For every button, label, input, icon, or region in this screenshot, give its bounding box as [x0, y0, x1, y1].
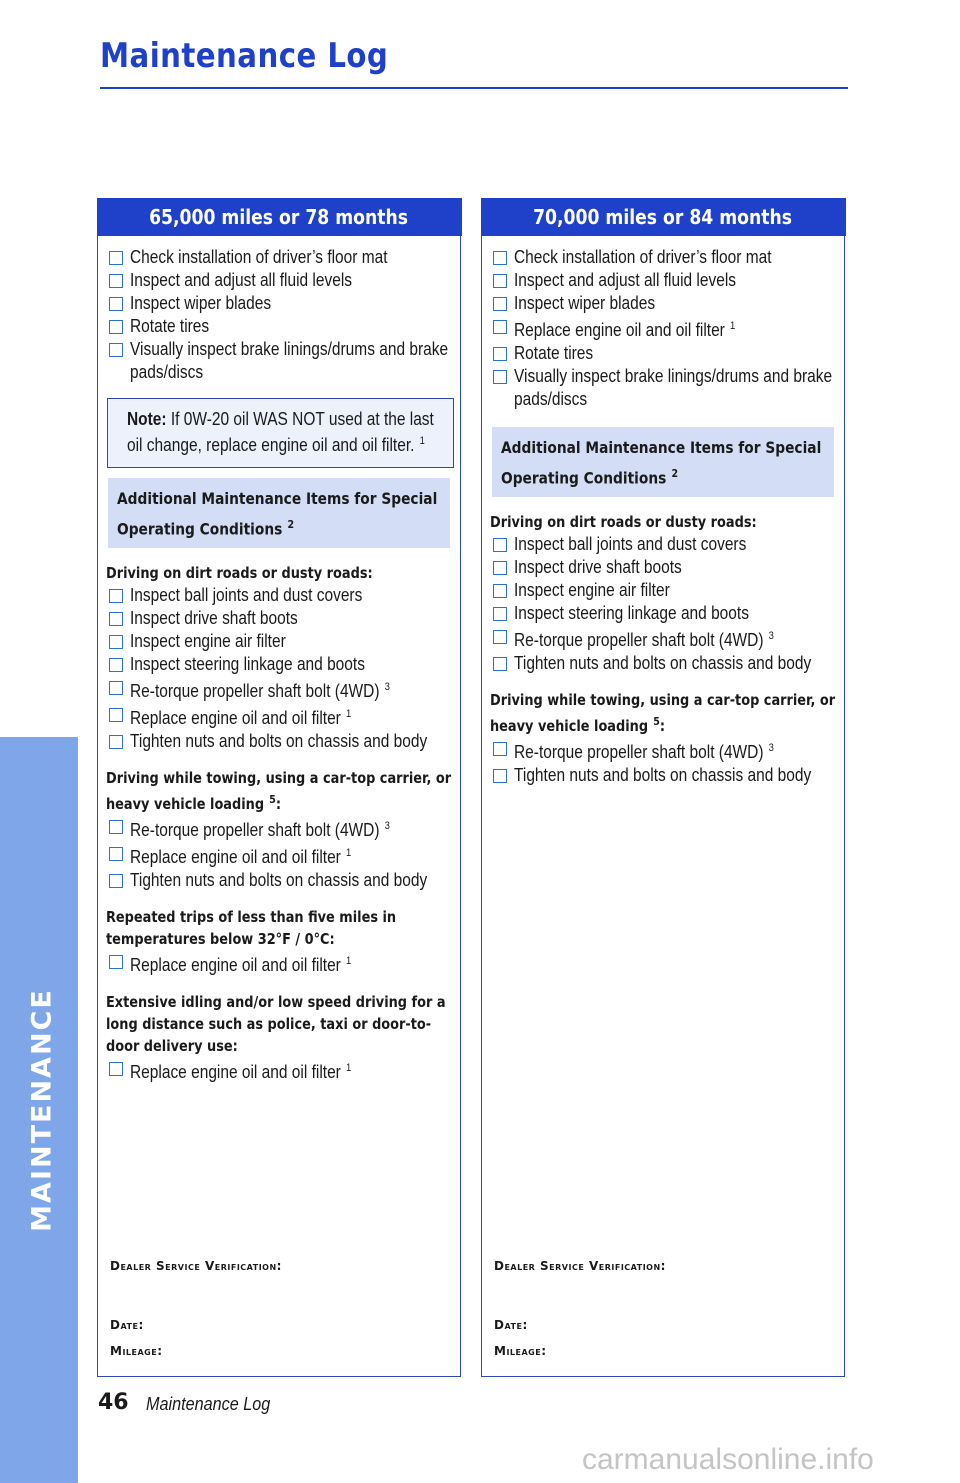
interval-header: 70,000 miles or 84 months [481, 198, 846, 236]
dealer-verification-label: Dealer Service Verification: [110, 1259, 282, 1273]
checkbox[interactable] [109, 874, 123, 888]
checkbox[interactable] [109, 708, 123, 722]
checklist-item[interactable]: Inspect wiper blades [490, 292, 836, 315]
schedule-65000 [97, 198, 461, 1377]
condition-title: Driving while towing, using a car-top carrier, or heavy vehicle loading $^5$: [106, 769, 452, 814]
side-tab-label: MAINTENANCE [26, 988, 58, 1232]
checklist-item[interactable]: Inspect ball joints and dust covers [490, 533, 836, 556]
checklist-item[interactable]: Check installation of driver’s floor mat [106, 246, 452, 269]
condition-title: Extensive idling and/or low speed driving for a long distance such as police, taxi or door-to-door delivery use: [106, 993, 446, 1056]
checkbox[interactable] [109, 847, 123, 861]
checkbox[interactable] [109, 820, 123, 834]
checkbox[interactable] [109, 274, 123, 288]
watermark: carmanualsonline.info [582, 1443, 874, 1476]
checklist-item[interactable]: Visually inspect brake linings/drums and brake pads/discs [490, 365, 836, 411]
page-number: 46 [98, 1390, 129, 1415]
checklist-item[interactable]: Check installation of driver’s floor mat [490, 246, 836, 269]
checklist-item[interactable]: Inspect wiper blades [106, 292, 452, 315]
checkbox[interactable] [109, 635, 123, 649]
checkbox[interactable] [109, 735, 123, 749]
page-title: Maintenance Log [100, 36, 389, 76]
special-conditions-heading: Additional Maintenance Items for Special Operating Conditions $^2$ [108, 478, 450, 548]
note-text: If 0W-20 oil WAS NOT used at the last oil change, replace engine oil and oil filter. [127, 409, 434, 455]
checklist-item[interactable]: Inspect drive shaft boots [106, 607, 452, 630]
checklist-item[interactable]: Replace engine oil and oil filter $^1$ [106, 1057, 452, 1084]
checkbox[interactable] [493, 297, 507, 311]
checkbox[interactable] [493, 561, 507, 575]
checkbox[interactable] [109, 681, 123, 695]
checklist-item[interactable]: Inspect drive shaft boots [490, 556, 836, 579]
checkbox[interactable] [493, 320, 507, 334]
checkbox[interactable] [493, 584, 507, 598]
checkbox[interactable] [109, 955, 123, 969]
checklist-item[interactable]: Inspect engine air filter [106, 630, 452, 653]
checklist-item[interactable]: Tighten nuts and bolts on chassis and body [490, 764, 836, 787]
checklist-item[interactable]: Replace engine oil and oil filter $^1$ [106, 950, 452, 977]
checklist-item[interactable]: Re-torque propeller shaft bolt (4WD) $^3$ [490, 625, 836, 652]
checkbox[interactable] [109, 658, 123, 672]
checklist-item[interactable]: Inspect steering linkage and boots [490, 602, 836, 625]
condition-title: Driving on dirt roads or dusty roads: [106, 564, 373, 583]
special-conditions-heading: Additional Maintenance Items for Special Operating Conditions $^2$ [492, 427, 834, 497]
checklist-item[interactable]: Rotate tires [106, 315, 452, 338]
checklist-item[interactable]: Rotate tires [490, 342, 836, 365]
checkbox[interactable] [109, 589, 123, 603]
mileage-label: Mileage: [110, 1344, 163, 1358]
dealer-verification-label: Dealer Service Verification: [494, 1259, 666, 1273]
checklist-item[interactable]: Re-torque propeller shaft bolt (4WD) $^3$ [106, 676, 452, 703]
oil-note: Note: If 0W-20 oil WAS NOT used at the last oil change, replace engine oil and oil filter. $^1$ [107, 398, 454, 468]
checklist-item[interactable]: Inspect engine air filter [490, 579, 836, 602]
condition-title: Driving on dirt roads or dusty roads: [490, 513, 757, 532]
note-label: Note: [127, 409, 167, 429]
checkbox[interactable] [109, 612, 123, 626]
checkbox[interactable] [493, 274, 507, 288]
checklist-item[interactable]: Inspect ball joints and dust covers [106, 584, 452, 607]
condition-title: Driving while towing, using a car-top carrier, or heavy vehicle loading $^5$: [490, 691, 836, 736]
date-label: Date: [110, 1318, 144, 1332]
checkbox[interactable] [493, 630, 507, 644]
checkbox[interactable] [109, 297, 123, 311]
mileage-label: Mileage: [494, 1344, 547, 1358]
title-divider [100, 87, 848, 89]
checkbox[interactable] [493, 607, 507, 621]
checklist-item[interactable]: Re-torque propeller shaft bolt (4WD) $^3$ [106, 815, 452, 842]
checkbox[interactable] [493, 251, 507, 265]
checklist-item[interactable]: Inspect and adjust all fluid levels [490, 269, 836, 292]
checkbox[interactable] [493, 370, 507, 384]
checklist-item[interactable]: Visually inspect brake linings/drums and brake pads/discs [106, 338, 452, 384]
footer-section-label: Maintenance Log [146, 1394, 271, 1414]
schedule-70000 [481, 198, 845, 1377]
checkbox[interactable] [493, 657, 507, 671]
checklist-item[interactable]: Replace engine oil and oil filter $^1$ [106, 842, 452, 869]
checklist-item[interactable]: Tighten nuts and bolts on chassis and body [106, 869, 452, 892]
checkbox[interactable] [109, 251, 123, 265]
checkbox[interactable] [493, 347, 507, 361]
date-label: Date: [494, 1318, 528, 1332]
checklist-item[interactable]: Inspect and adjust all fluid levels [106, 269, 452, 292]
checkbox[interactable] [109, 1062, 123, 1076]
checkbox[interactable] [493, 538, 507, 552]
checkbox[interactable] [493, 769, 507, 783]
checkbox[interactable] [109, 343, 123, 357]
checklist-item[interactable]: Tighten nuts and bolts on chassis and body [106, 730, 452, 753]
checklist-item[interactable]: Re-torque propeller shaft bolt (4WD) $^3$ [490, 737, 836, 764]
checkbox[interactable] [109, 320, 123, 334]
condition-title: Repeated trips of less than five miles in temperatures below 32°F / 0°C: [106, 908, 397, 949]
checklist-item[interactable]: Tighten nuts and bolts on chassis and body [490, 652, 836, 675]
checklist-item[interactable]: Replace engine oil and oil filter $^1$ [490, 315, 836, 342]
checklist-item[interactable]: Inspect steering linkage and boots [106, 653, 452, 676]
checkbox[interactable] [493, 742, 507, 756]
interval-header: 65,000 miles or 78 months [97, 198, 462, 236]
checklist-item[interactable]: Replace engine oil and oil filter $^1$ [106, 703, 452, 730]
